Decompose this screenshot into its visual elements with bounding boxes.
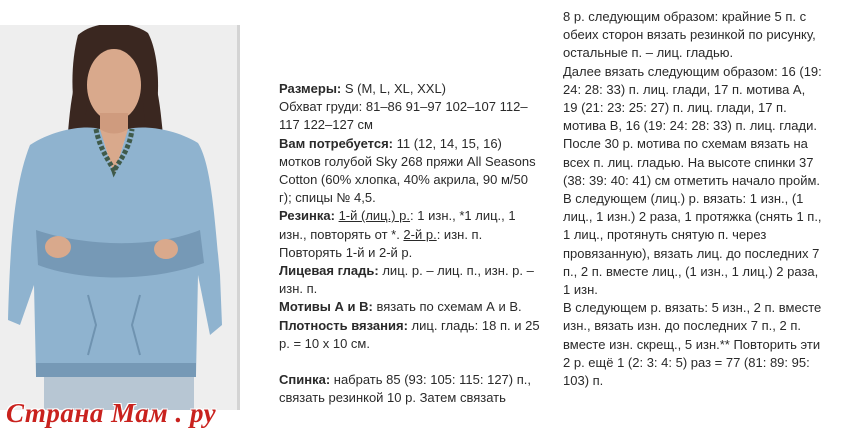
motifs-text: вязать по схемам А и В. — [372, 299, 522, 315]
materials-text: 11 (12, 14, 15, 16) мотков голубой Sky 268 пряжи All Seasons Cotton (60% хлопка, 40% акрила, 90 м/50 г); спицы № 4,5. — [279, 135, 536, 206]
right-hand — [154, 239, 178, 259]
sizes-paragraph — [279, 80, 544, 98]
motifs-paragraph — [279, 298, 544, 316]
rib-hem — [36, 363, 196, 377]
sizes-label: Размеры: — [279, 81, 342, 96]
model-photo — [0, 25, 237, 410]
sizes-text: S (M, L, XL, XXL) — [341, 81, 447, 96]
photo-divider — [237, 25, 240, 410]
back-text: набрать 85 (93: 105: 115: 127) п., связать резинкой 10 р. Затем связать — [279, 372, 531, 406]
back-continued-paragraph: 8 р. следующим образом: крайние 5 п. с обеих сторон вязать резинкой по рисунку, остальные п. – лиц. гладью. — [563, 9, 816, 61]
rib-row2: 2-й р. — [403, 226, 437, 242]
gauge-text: лиц. гладь: 18 п. и 25 р. = 10 х 10 см. — [279, 317, 540, 351]
back-label: Спинка: — [279, 372, 331, 388]
motif-placement-paragraph: Далее вязать следующим образом: 16 (19: 24: 28: 33) п. лиц. глади, 17 п. мотива А, 19 (21: 23: 25: 27) п. лиц. глади, 17 п. мотива В, 16 (19: 24: 28: 33) п. лиц. глади. После 30 р. мотива по схемам вязать на всех п. лиц. гладью. На высоте спинки 37 (38: 39: 40: 41) см отметить начало пройм. В следующем (лиц.) р. вязать: 1 изн., (1 лиц., 1 изн.) 2 раза, 1 протяжка (снять 1 п., 1 лиц., протянуть снятую п. через провязанную), вязать лиц. до последних 7 п., 2 п. вместе лиц., (1 изн., 1 лиц.) 2 раза, 1 изн. — [563, 63, 822, 298]
rib-paragraph: Резинка: 1-й (лиц.) р.: 1 изн., *1 лиц., 1 изн., повторять от *. 2-й р.: изн. п. Повторять 1-й и 2-й р. — [279, 208, 516, 260]
back-paragraph — [279, 371, 544, 407]
stockinette-text: лиц. р. – лиц. п., изн. р. – изн. п. — [279, 263, 534, 297]
gauge-label: Плотность вязания: — [279, 317, 408, 333]
site-watermark: Страна Мам . ру — [6, 398, 217, 428]
pattern-column-left — [279, 80, 544, 407]
chest-paragraph: Обхват груди: 81–86 91–97 102–107 112–117 122–127 см — [279, 99, 528, 133]
decrease-paragraph: В следующем р. вязать: 5 изн., 2 п. вместе изн., вязать изн. до последних 7 п., 2 п. вместе изн. скрещ., 5 изн.** Повторить эти 2 р. ещё 1 (2: 3: 4: 5) раз = 77 (81: 89: 95: 103) п. — [563, 300, 822, 389]
stockinette-label: Лицевая гладь: — [279, 263, 379, 279]
materials-label: Вам потребуется: — [279, 135, 393, 151]
materials-paragraph — [279, 135, 544, 208]
pattern-column-right — [563, 8, 823, 390]
face — [87, 49, 141, 121]
stockinette-paragraph — [279, 262, 544, 298]
rib-label: Резинка: — [279, 208, 335, 224]
left-hand — [45, 236, 71, 258]
motifs-label: Мотивы А и В: — [279, 299, 373, 315]
model-photo-illustration — [0, 25, 237, 410]
gauge-paragraph — [279, 317, 544, 353]
rib-row1: 1-й (лиц.) р. — [338, 208, 411, 224]
